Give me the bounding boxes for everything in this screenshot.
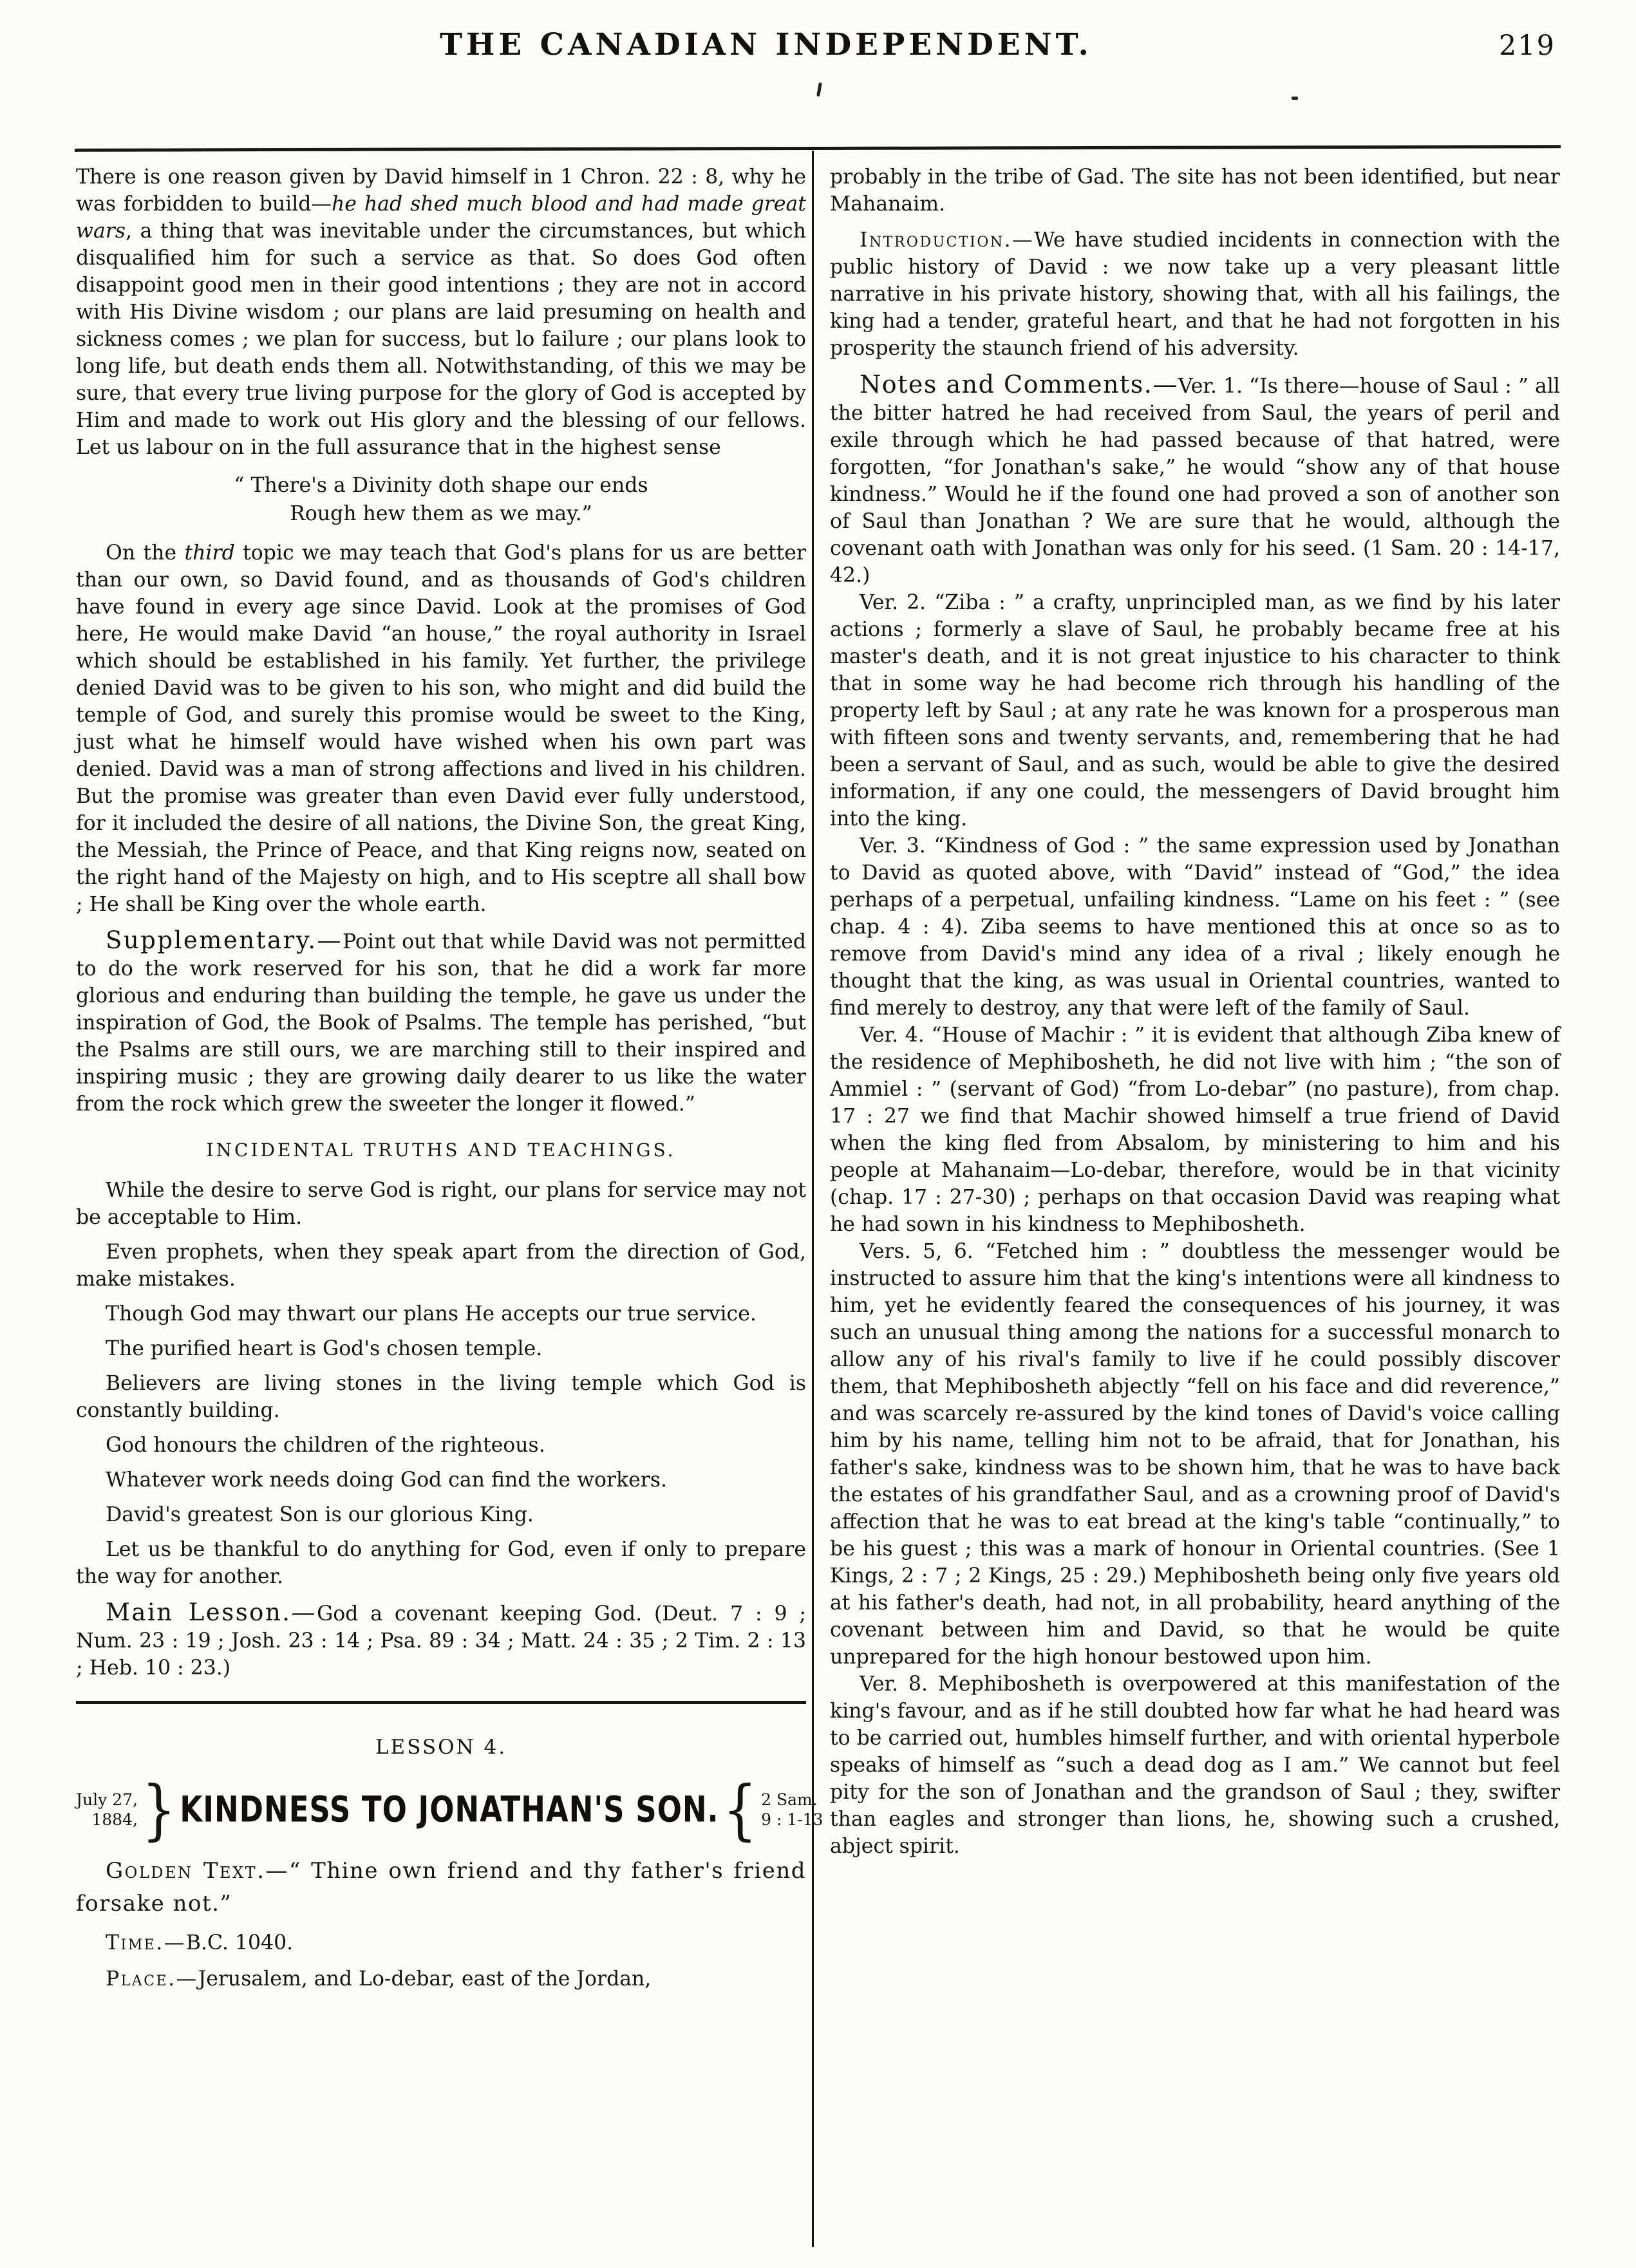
truth-item: Even prophets, when they speak apart from the direction of God, make mistakes. bbox=[76, 1241, 806, 1291]
truth-item: God honours the children of the righteous. bbox=[106, 1434, 545, 1457]
scan-artifact bbox=[816, 82, 822, 97]
scripture-reference-line: 9 : 1-13 bbox=[761, 1810, 823, 1829]
header-rule bbox=[75, 145, 1561, 152]
truth-item: Whatever work needs doing God can find the workers. bbox=[106, 1468, 667, 1492]
left-column bbox=[76, 164, 823, 1992]
paragraph-text: On the bbox=[106, 541, 185, 565]
main-lesson-lead: Main Lesson.— bbox=[106, 1598, 317, 1626]
journal-title: THE CANADIAN INDEPENDENT. bbox=[440, 27, 1093, 62]
truth-item: David's greatest Son is our glorious King. bbox=[106, 1503, 534, 1526]
paragraph-verse-2: Ver. 2. “Ziba : ” a crafty, unprincipled man, as we find by his later actions ; formerly a slave of Saul, he probably became free at his master's death, and it is not great injustice to his character to think that in some way he had become rich through his handling of the property left by Saul ; at any rate he was known for a prosperous man with fifteen sons and twenty servants, and, remembering that he had been a servant of Saul, and as such, would be able to give the desired information, if any one could, the messengers of David brought him into the king. bbox=[830, 591, 1560, 830]
paragraph-verse-8: Ver. 8. Mephibosheth is overpowered at this manifestation of the king's favour, and as if he still doubted how far what he had heard was to be carried out, humbles himself further, and with oriental hyperbole speaks of himself as “such a dead dog as I am.” We cannot but feel pity for the son of Jonathan and the grandson of Saul ; they, swifter than eagles and stronger than lions, he, showing such a crushed, abject spirit. bbox=[830, 1673, 1560, 1858]
truth-item: Let us be thankful to do anything for God, even if only to prepare the way for another. bbox=[76, 1538, 806, 1588]
left-brace-glyph: } bbox=[141, 1772, 176, 1848]
paragraph-verses-5-6: Vers. 5, 6. “Fetched him : ” doubtless the messenger would be instructed to assure him that the king's intentions were all kindness to him, yet he evidently feared the consequences of his journey, it was such an unusual thing among the nations for a successful monarch to allow any of his rival's family to live if he could possibly discover them, that Mephibosheth abjectly “fell on his face and did reverence,” and was scarcely re-assured by the kind tones of David's voice calling him by his name, telling him not to be afraid, that for Jonathan, his father's sake, kindness was to be shown him, that he was to have back the estates of his grandfather Saul, and as a crowning proof of David's affection that he was to eat bread at the king's table “continually,” to be his guest ; this was a mark of honour in Oriental countries. (See 1 Kings, 2 : 7 ; 2 Kings, 25 : 29.) Mephibosheth being only five years old at his father's death, had not, in all probability, heard anything of the covenant between him and David, so that he would be quite unprepared for the high honour bestowed upon him. bbox=[830, 1240, 1560, 1669]
paragraph-text: , a thing that was inevitable under the circumstances, but which disqualified him for such a service as that. So does God often disappoint good men in their good intentions ; they are not in accord with His Divine wisdom ; our plans are laid presuming on health and sickness comes ; we plan for success, but lo failure ; our plans look to long life, but death ends them all. Notwithstanding, of this we may be sure, that every true living purpose for the glory of God is accepted by Him and made to work out His glory and the blessing of our fellows. Let us labour on in the full assurance that in the highest sense bbox=[76, 220, 806, 459]
scripture-reference bbox=[761, 1790, 823, 1830]
truth-item: Believers are living stones in the living temple which God is constantly building. bbox=[76, 1372, 806, 1422]
scripture-reference-line: 2 Sam. bbox=[761, 1790, 818, 1809]
paragraph-introduction bbox=[830, 227, 1560, 362]
introduction-lead: Introduction.— bbox=[860, 229, 1035, 252]
column-divider-rule bbox=[812, 151, 814, 2247]
paragraph-notes-and-comments bbox=[830, 371, 1560, 589]
poem-line: Rough hew them as we may.” bbox=[290, 502, 592, 525]
poem-line: “ There's a Divinity doth shape our ends bbox=[234, 474, 648, 497]
scan-artifact bbox=[1292, 97, 1298, 100]
italic-word: third bbox=[184, 541, 235, 565]
lesson-date bbox=[76, 1790, 138, 1830]
lesson-section-rule bbox=[76, 1701, 806, 1704]
paragraph-reason-forbidden bbox=[76, 164, 806, 461]
paragraph-verse-4: Ver. 4. “House of Machir : ” it is evident that although Ziba knew of the residence of Mephibosheth, he did not live with him ; “the son of Ammiel : ” (servant of God) “from Lo-debar” (no pasture), from chap. 17 : 27 we find that Machir showed himself a true friend of David when the king fled from Absalom, by ministering to him and his people at Mahanaim—Lo-debar, therefore, would be in that vicinity (chap. 17 : 27-30) ; perhaps on that occasion David was reaping what he had sown in his kindness to Mephibosheth. bbox=[830, 1024, 1560, 1236]
supplementary-lead: Supplementary.— bbox=[106, 926, 343, 954]
paragraph-verse-3: Ver. 3. “Kindness of God : ” the same expression used by Jonathan to David as quoted above, with “David” instead of “God,” the idea perhaps of a perpetual, unfailing kindness. “Lame on his feet : ” (see chap. 4 : 4). Ziba seems to have mentioned this at once so as to remove from David's mind any idea of a rival ; likely enough he thought that the king, as was usual in Oriental countries, wanted to find merely to destroy, any that were left of the family of Saul. bbox=[830, 834, 1560, 1020]
truth-item: Though God may thwart our plans He accepts our true service. bbox=[106, 1302, 757, 1326]
lesson-title-block bbox=[76, 1772, 823, 1848]
notes-and-comments-lead: Notes and Comments.— bbox=[860, 370, 1178, 398]
time-lead: Time.— bbox=[106, 1931, 186, 1954]
paragraph-place-continuation: probably in the tribe of Gad. The site has not been identified, but near Mahanaim. bbox=[830, 165, 1560, 216]
golden-text-line bbox=[76, 1855, 806, 1920]
time-line bbox=[76, 1929, 806, 1956]
paragraph-text: Point out that while David was not permitted to do the work reserved for his son, that he did a work far more glorious and enduring than building the temple, he gave us under the inspiration of God, the Book of Psalms. The temple has perished, “but the Psalms are still ours, we are marching still to their inspired and inspiring music ; they are growing daily dearer to us like the water from the rock which grew the sweeter the longer it flowed.” bbox=[76, 930, 806, 1116]
truth-item: The purified heart is God's chosen temple. bbox=[106, 1337, 543, 1360]
right-brace-glyph: { bbox=[722, 1772, 758, 1848]
paragraph-text: There is one reason given by David himself in 1 Chron. 22 : 8, why he was forbidden to build— bbox=[76, 165, 806, 216]
paragraph-supplementary bbox=[76, 927, 806, 1118]
lesson-number-heading: LESSON 4. bbox=[375, 1736, 507, 1759]
lesson-title: KINDNESS TO JONATHAN'S SON. bbox=[180, 1788, 719, 1830]
paragraph-main-lesson bbox=[76, 1599, 806, 1682]
paragraph-text: Ver. 1. “Is there—house of Saul : ” all the bitter hatred he had received from Saul, the years of peril and exile through which he had passed because of that hatred, were forgotten, “for Jonathan's sake,” he would “show any of that house kindness.” Would he if the found one had proved a son of another son of Saul than Jonathan ? We are sure that he would, although the covenant oath with Jonathan was only for his seed. (1 Sam. 20 : 14-17, 42.) bbox=[830, 375, 1560, 587]
italic-quote: he had shed much blood and had made great wars bbox=[76, 192, 806, 243]
paragraph-text: We have studied incidents in connection with the public history of David : we now take up a very pleasant little narrative in his private history, showing that, with all his failings, the king had a tender, grateful heart, and that he had not forgotten in his prosperity the staunch friend of his adversity. bbox=[830, 229, 1560, 360]
golden-text-lead: Golden Text.— bbox=[106, 1858, 289, 1884]
paragraph-text: topic we may teach that God's plans for us are better than our own, so David found, and as thousands of God's children have found in every age since David. Look at the promises of God here, He would make David “an house,” the royal authority in Israel which should be established in his family. Yet further, the privilege denied David was to be given to his son, who might and did build the temple of God, and surely this promise would be sweet to the King, just what he himself would have wished when his own part was denied. David was a man of strong affections and lived in his children. But the promise was greater than even David ever fully understood, for it included the desire of all nations, the Divine Son, the great King, the Messiah, the Prince of Peace, and that King reigns now, seated on the right hand of the Majesty on high, and to His sceptre all shall bow ; He shall be King over the whole earth. bbox=[76, 541, 806, 916]
paragraph-third-topic bbox=[76, 539, 806, 918]
place-lead: Place.— bbox=[106, 1967, 198, 1991]
lesson-date-line: 1884, bbox=[91, 1810, 138, 1829]
golden-text-quote: “ Thine own friend and thy father's friend forsake not.” bbox=[76, 1858, 806, 1917]
right-column bbox=[830, 164, 1560, 1860]
section-heading-incidental-truths: INCIDENTAL TRUTHS AND TEACHINGS. bbox=[206, 1139, 676, 1161]
place-value: Jerusalem, and Lo-debar, east of the Jordan, bbox=[198, 1967, 652, 1991]
truth-item: While the desire to serve God is right, our plans for service may not be acceptable to Him. bbox=[76, 1179, 806, 1229]
poem-quote bbox=[76, 471, 806, 528]
time-value: B.C. 1040. bbox=[185, 1931, 294, 1954]
page-number: 219 bbox=[1498, 30, 1556, 62]
place-line bbox=[76, 1965, 806, 1992]
lesson-date-line: July 27, bbox=[76, 1790, 138, 1809]
paragraph-text: God a covenant keeping God. (Deut. 7 : 9 ; Num. 23 : 19 ; Josh. 23 : 14 ; Psa. 89 : 34 ; Matt. 24 : 35 ; 2 Tim. 2 : 13 ; Heb. 10 : 23.) bbox=[76, 1602, 806, 1680]
